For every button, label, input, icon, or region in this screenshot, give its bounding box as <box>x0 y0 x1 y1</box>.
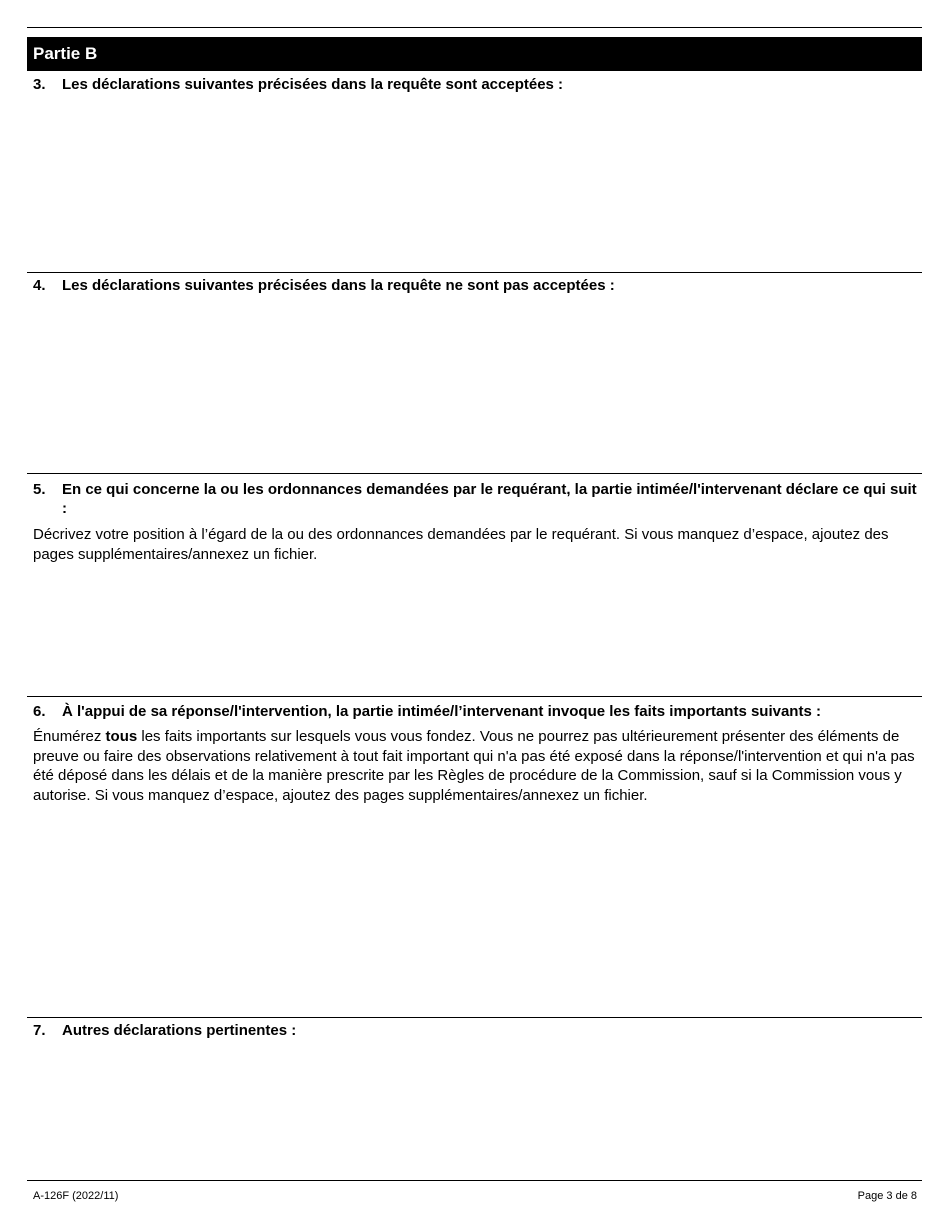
footer-rule <box>27 1180 922 1181</box>
question-7-heading <box>33 1021 918 1040</box>
question-4-number: 4. <box>33 277 46 294</box>
question-4-text: Les déclarations suivantes précisées dans la requête ne sont pas acceptées : <box>62 277 615 294</box>
question-6-description-prefix: Énumérez <box>33 728 106 745</box>
question-6-description <box>33 727 918 805</box>
divider-6-7 <box>27 1017 922 1018</box>
divider-4-5 <box>27 473 922 474</box>
question-5-description: Décrivez votre position à l’égard de la ou des ordonnances demandées par le requérant. Si vous manquez d’espace, ajoutez des pages supplémentaires/annexez un fichier. <box>33 526 889 563</box>
section-header: Partie B <box>27 37 922 71</box>
question-3-heading <box>33 75 918 94</box>
question-6-answer-field[interactable] <box>27 808 922 1013</box>
page-number: Page 3 de 8 <box>857 1190 917 1202</box>
question-5-heading <box>33 480 918 518</box>
question-7-text: Autres déclarations pertinentes : <box>62 1022 297 1039</box>
question-6-text: À l'appui de sa réponse/l'intervention, la partie intimée/l’intervenant invoque les faits importants suivants : <box>62 703 821 720</box>
question-5-number: 5. <box>33 481 46 498</box>
question-5-text: En ce qui concerne la ou les ordonnances demandées par le requérant, la partie intimée/l'intervenant déclare ce qui suit : <box>62 481 917 517</box>
question-6-description-emphasis: tous <box>105 728 138 745</box>
question-4-heading <box>33 276 918 295</box>
question-6-description-rest: les faits importants sur lesquels vous vous fondez. Vous ne pourrez pas ultérieurement présenter des éléments de preuve ou faire des observations relativement à tout fait important qui n'a pas été exposé dans la réponse/l'intervention et qui n'a pas été déposé dans les délais et de la manière prescrite par les Règles de procédure de la Commission, sauf si la Commission vous y autorise. Si vous manquez d’espace, ajoutez des pages supplémentaires/annexez un fichier. <box>33 728 915 804</box>
question-3-answer-field[interactable] <box>27 96 922 268</box>
question-7-answer-field[interactable] <box>27 1043 922 1175</box>
divider-5-6 <box>27 696 922 697</box>
question-3-number: 3. <box>33 76 46 93</box>
question-5-answer-field[interactable] <box>27 568 922 692</box>
question-4-answer-field[interactable] <box>27 298 922 468</box>
divider-3-4 <box>27 272 922 273</box>
question-6-heading <box>33 702 918 721</box>
question-6-number: 6. <box>33 703 46 720</box>
form-identifier: A-126F (2022/11) <box>33 1190 119 1202</box>
question-7-number: 7. <box>33 1022 46 1039</box>
top-rule <box>27 27 922 28</box>
question-3-text: Les déclarations suivantes précisées dans la requête sont acceptées : <box>62 76 564 93</box>
